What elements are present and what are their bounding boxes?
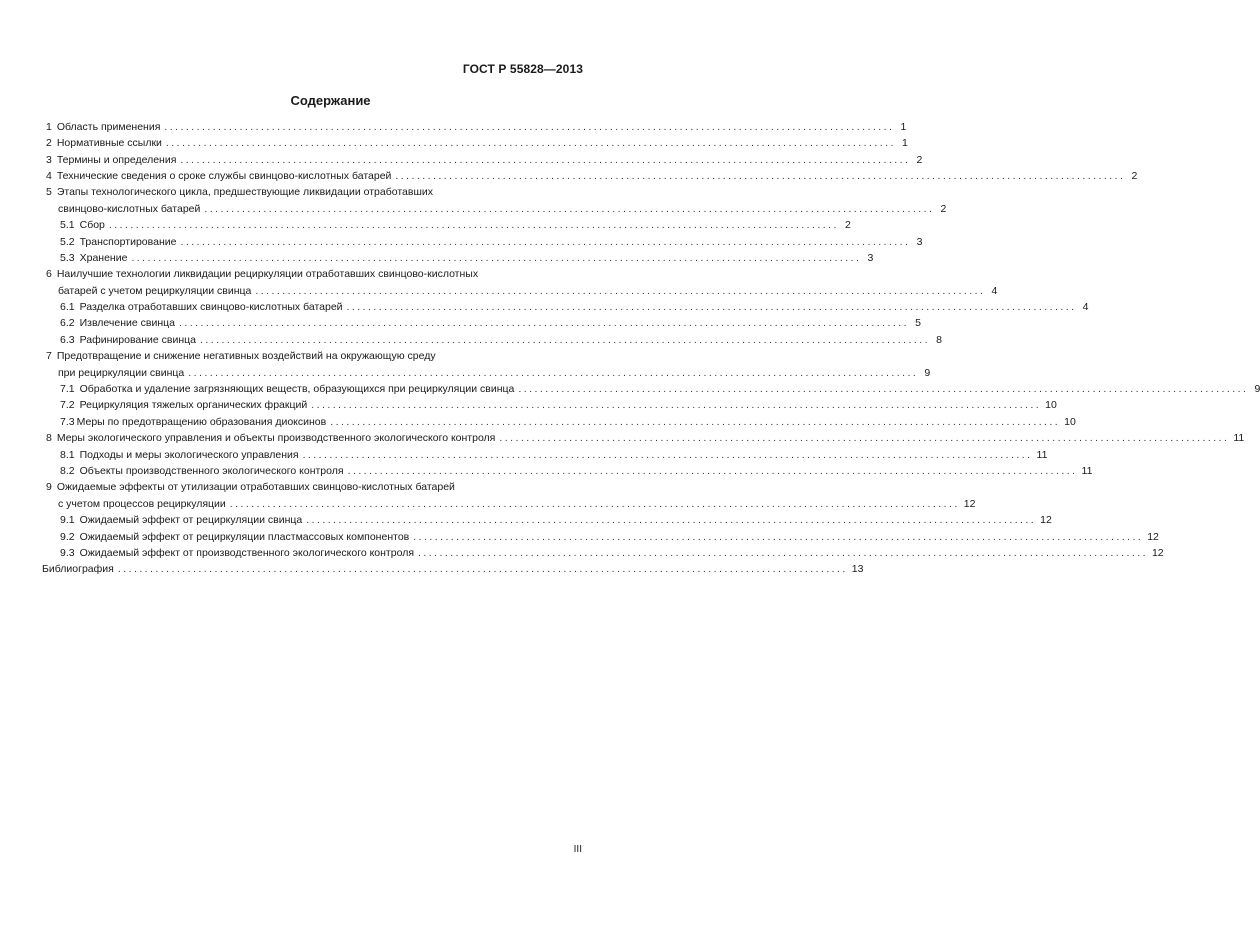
toc-entry-text: Сбор: [80, 217, 105, 233]
toc-entry-number: 2: [46, 137, 52, 150]
toc-entry-text: Рециркуляция тяжелых органических фракций: [80, 397, 308, 413]
toc-entry-number: 6.3: [60, 333, 75, 346]
toc-entry-7-line2[interactable]: [46, 365, 931, 381]
leader-dots: ........................................................................................................................................: [117, 563, 848, 576]
toc-entry-page: 4: [1082, 301, 1089, 314]
toc-entry-number: 7.1: [60, 383, 75, 396]
toc-entry-page: 2: [940, 202, 947, 215]
toc-entry-page: 12: [963, 497, 976, 510]
toc-entry-number: 9.3: [60, 546, 75, 559]
toc-entry-text: Подходы и меры экологического управления: [80, 447, 299, 463]
toc-entry-text: при рециркуляции свинца: [58, 365, 184, 381]
toc-entry-number: 6.1: [60, 301, 75, 314]
toc-entry-number: 9: [46, 481, 52, 494]
toc-entry-number: 9.1: [60, 514, 75, 527]
leader-dots: ........................................................................................................................................: [255, 284, 986, 297]
toc-entry-text: батарей с учетом рециркуляции свинца: [58, 283, 251, 299]
toc-entry-9-line1[interactable]: [46, 479, 583, 495]
toc-entry-text: с учетом процессов рециркуляции: [58, 496, 226, 512]
leader-dots: ........................................................................................................................................: [200, 333, 930, 346]
toc-entry-7-3[interactable]: [46, 414, 1076, 430]
toc-entry-text: Область применения: [57, 120, 161, 135]
leader-dots: ........................................................................................................................................: [518, 383, 1249, 396]
toc-entry-8-1[interactable]: [46, 447, 1048, 463]
leader-dots: ........................................................................................................................................: [188, 366, 919, 379]
toc-entry-text: Хранение: [80, 250, 128, 266]
leader-dots: ........................................................................................................................................: [302, 448, 1033, 461]
leader-dots: ........................................................................................................................................: [346, 301, 1077, 314]
toc-entry-text: Обработка и удаление загрязняющих веществ, образующихся при рециркуляции свинца: [80, 381, 515, 397]
leader-dots: ........................................................................................................................................: [311, 399, 1042, 412]
leader-dots: ........................................................................................................................................: [330, 415, 1061, 428]
toc-title: Содержание: [290, 93, 371, 108]
toc-entry-text: Технические сведения о сроке службы свинцово-кислотных батарей: [57, 168, 392, 184]
toc-entry-6-1[interactable]: [46, 299, 1089, 315]
toc-entry-text: Меры по предотвращению образования диоксинов: [77, 414, 327, 430]
toc-entry-text: Ожидаемый эффект от рециркуляции свинца: [80, 512, 303, 528]
leader-dots: ........................................................................................................................................: [347, 465, 1078, 477]
toc-entry-text: Ожидаемый эффект от производственного экологического контроля: [80, 545, 414, 561]
leader-dots: ........................................................................................................................................: [395, 169, 1126, 182]
toc-entry-number: 5.1: [60, 219, 75, 232]
toc-entry-number: 4: [46, 169, 52, 182]
leader-dots: ........................................................................................................................................: [180, 235, 911, 248]
toc-entry-text-line1: Этапы технологического цикла, предшествующие ликвидации отработавших: [56, 186, 434, 199]
toc-entry-text: Библиография: [42, 561, 114, 577]
toc-entry-page: 8: [936, 333, 942, 346]
toc-entry-6-line1[interactable]: [46, 266, 583, 282]
toc-entry-text: Нормативные ссылки: [57, 135, 162, 151]
toc-entry-page: 12: [1147, 530, 1159, 543]
toc-entry-page: 13: [851, 563, 864, 576]
toc-entry-page: 3: [916, 235, 923, 248]
toc-entry-9-3[interactable]: [46, 545, 1164, 561]
toc-entry-page: 11: [1036, 448, 1048, 461]
toc-entry-text: Термины и определения: [57, 152, 177, 168]
toc-entry-5-line2[interactable]: [46, 201, 947, 217]
toc-entry-5-line1[interactable]: [46, 184, 583, 200]
document-code: ГОСТ Р 55828—2013: [462, 62, 583, 76]
toc-entry-9-line2[interactable]: [46, 496, 976, 512]
toc-entry-page: 11: [1081, 465, 1093, 477]
toc-entry-number: 8: [46, 432, 52, 445]
leader-dots: ........................................................................................................................................: [229, 497, 960, 510]
toc-entry-text: Объекты производственного экологического контроля: [80, 463, 344, 479]
toc-entry-text: Рафинирование свинца: [80, 332, 196, 348]
toc-entry-text: Меры экологического управления и объекты производственного экологического контроля: [57, 430, 496, 446]
toc-entry-page: 10: [1064, 415, 1076, 428]
toc-entry-number: 8.1: [60, 448, 75, 461]
toc-entry-page: 1: [902, 137, 908, 150]
toc-entry-number: 1: [46, 121, 52, 133]
toc-entry-text-line1: Предотвращение и снижение негативных воздействий на окружающую среду: [56, 350, 436, 363]
table-of-contents: [42, 120, 1260, 578]
toc-entry-number: 5.3: [60, 251, 75, 264]
toc-entry-text: Извлечение свинца: [80, 315, 175, 331]
toc-entry-page: 11: [1233, 432, 1245, 445]
leader-dots: ........................................................................................................................................: [179, 317, 909, 330]
toc-entry-page: 10: [1045, 399, 1057, 412]
toc-entry-9-2[interactable]: [46, 529, 1159, 545]
leader-dots: ........................................................................................................................................: [165, 137, 896, 150]
toc-entry-6-3[interactable]: [46, 332, 942, 348]
toc-entry-text: Разделка отработавших свинцово-кислотных батарей: [80, 299, 343, 315]
toc-entry-text: Ожидаемый эффект от рециркуляции пластмассовых компонентов: [80, 529, 410, 545]
toc-entry-number: 7: [46, 350, 52, 363]
toc-entry-6-2[interactable]: [46, 315, 921, 331]
toc-entry-page: 3: [867, 251, 874, 264]
leader-dots: ........................................................................................................................................: [306, 514, 1037, 527]
page-number: III: [573, 844, 582, 855]
toc-entry-page: 2: [845, 219, 851, 232]
toc-entry-5-3[interactable]: [46, 250, 874, 266]
toc-entry-number: 5.2: [60, 235, 75, 248]
toc-entry-page: 12: [1040, 514, 1052, 527]
toc-entry-9-1[interactable]: [46, 512, 1052, 528]
toc-entry-text-line1: Ожидаемые эффекты от утилизации отработавших свинцово-кислотных батарей: [56, 481, 455, 494]
toc-entry-6-line2[interactable]: [46, 283, 998, 299]
toc-entry-number: 3: [46, 153, 52, 166]
toc-entry-8[interactable]: [46, 430, 1245, 446]
toc-entry-5-2[interactable]: [46, 234, 923, 250]
toc-entry-2[interactable]: [46, 135, 908, 151]
toc-entry-page: 9: [924, 366, 931, 379]
toc-entry-page: 1: [900, 121, 907, 133]
leader-dots: ........................................................................................................................................: [204, 202, 935, 215]
toc-entry-text: свинцово-кислотных батарей: [58, 201, 200, 217]
toc-entry-page: 2: [916, 153, 923, 166]
toc-entry-7-2[interactable]: [46, 397, 1057, 413]
toc-entry-page: 12: [1151, 546, 1164, 559]
leader-dots: ........................................................................................................................................: [131, 251, 862, 264]
toc-entry-8-2[interactable]: [46, 463, 1093, 479]
leader-dots: ........................................................................................................................................: [418, 546, 1148, 559]
leader-dots: ........................................................................................................................................: [180, 153, 911, 166]
toc-entry-number: 7.3: [60, 415, 75, 428]
toc-entry-number: 9.2: [60, 530, 75, 543]
toc-entry-text: Транспортирование: [80, 234, 177, 250]
toc-entry-number: 6.2: [60, 317, 75, 330]
toc-entry-1[interactable]: [46, 120, 907, 135]
toc-entry-page: 4: [991, 284, 998, 297]
toc-entry-7-line1[interactable]: [46, 348, 583, 364]
toc-entry-number: 7.2: [60, 399, 75, 412]
toc-entry-number: 5: [46, 186, 52, 199]
toc-entry-number: 6: [46, 268, 52, 281]
leader-dots: ........................................................................................................................................: [413, 530, 1144, 543]
toc-entry-text-line1: Наилучшие технологии ликвидации рециркуляции отработавших свинцово-кислотных: [56, 268, 479, 281]
toc-entry-5-1[interactable]: [46, 217, 851, 233]
toc-entry-number: 8.2: [60, 465, 75, 477]
leader-dots: ........................................................................................................................................: [499, 432, 1230, 445]
toc-entry-3[interactable]: [46, 152, 923, 168]
toc-entry-bibliography[interactable]: [42, 561, 864, 577]
leader-dots: ........................................................................................................................................: [108, 219, 839, 232]
leader-dots: ........................................................................................................................................: [164, 121, 895, 133]
toc-entry-page: 2: [1131, 169, 1138, 182]
toc-entry-page: 9: [1254, 383, 1260, 396]
toc-entry-4[interactable]: [46, 168, 1138, 184]
toc-entry-page: 5: [915, 317, 921, 330]
toc-entry-7-1[interactable]: [46, 381, 1260, 397]
